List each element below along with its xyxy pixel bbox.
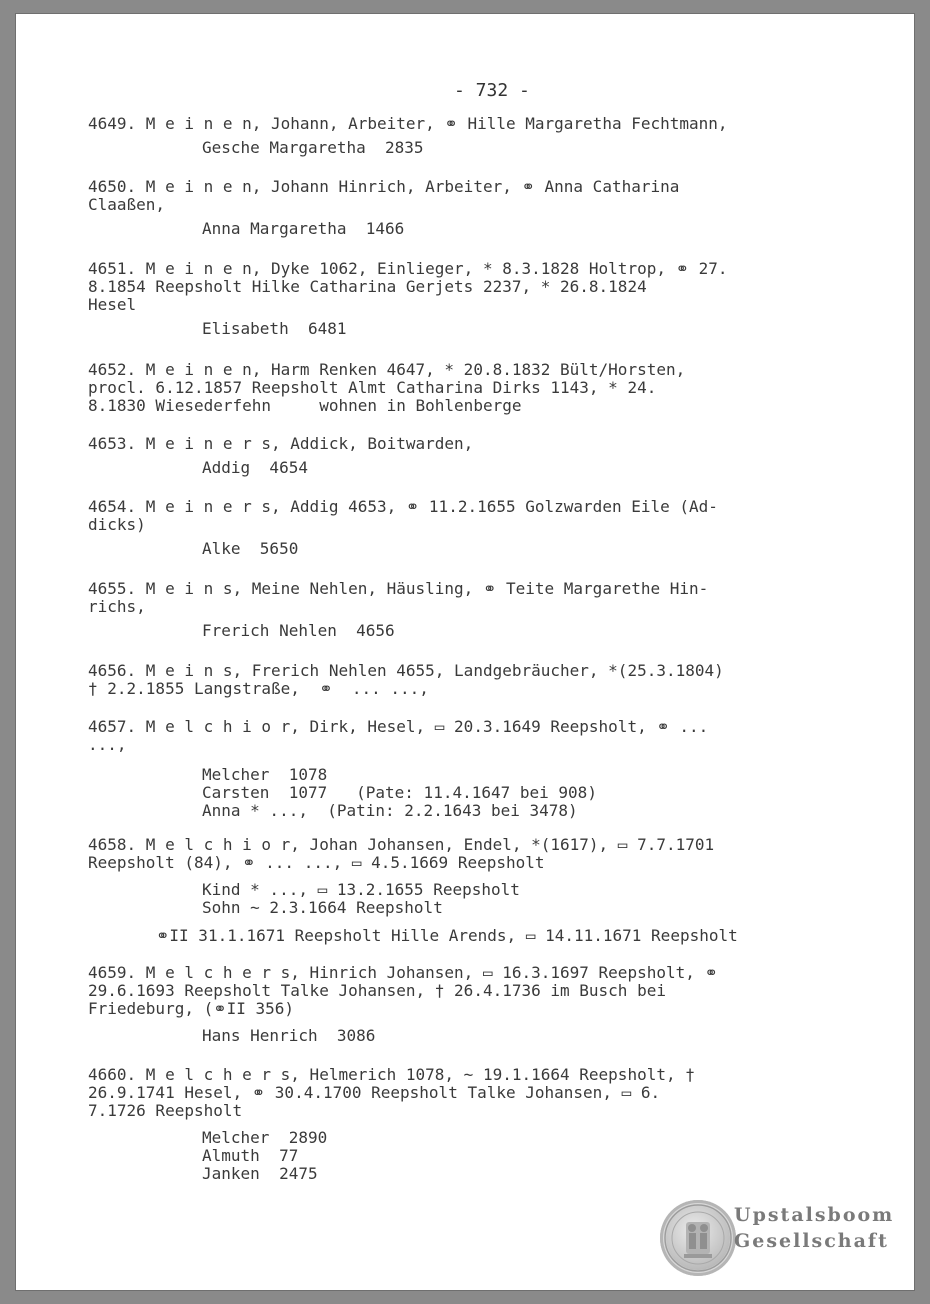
child-line: Elisabeth 6481 [202, 319, 347, 338]
entry-4656 [88, 662, 858, 698]
entry-line: 4656. M e i n s, Frerich Nehlen 4655, Landgebräucher, *(25.3.1804) [88, 661, 724, 680]
society-name-line1: Upstalsboom [734, 1204, 895, 1226]
child-line: Melcher 1078 [202, 765, 328, 784]
entry-line: 4649. M e i n e n, Johann, Arbeiter, ⚭ Hille Margaretha Fechtmann, [88, 114, 728, 133]
entry-line: 4657. M e l c h i o r, Dirk, Hesel, ▭ 20.3.1649 Reepsholt, ⚭ ... [88, 717, 709, 736]
children-list [202, 320, 914, 338]
child-line: Addig 4654 [202, 458, 308, 477]
child-line: Gesche Margaretha 2835 [202, 138, 424, 157]
entry-line: 4650. M e i n e n, Johann Hinrich, Arbeiter, ⚭ Anna Catharina [88, 177, 680, 196]
entry-4657 [88, 718, 858, 820]
entry-line: Reepsholt (84), ⚭ ... ..., ▭ 4.5.1669 Reepsholt [88, 853, 545, 872]
child-line: Frerich Nehlen 4656 [202, 621, 395, 640]
entry-line: 4659. M e l c h e r s, Hinrich Johansen, ▭ 16.3.1697 Reepsholt, ⚭ [88, 963, 718, 982]
entry-line: 26.9.1741 Hesel, ⚭ 30.4.1700 Reepsholt Talke Johansen, ▭ 6. [88, 1083, 661, 1102]
second-marriage-line: ⚭II 31.1.1671 Reepsholt Hille Arends, ▭ 14.11.1671 Reepsholt [156, 926, 738, 945]
child-line: Carsten 1077 (Pate: 11.4.1647 bei 908) [202, 783, 597, 802]
children-list [202, 220, 914, 238]
page-number: - 732 - [454, 80, 530, 101]
child-line: Hans Henrich 3086 [202, 1026, 376, 1045]
entry-line: richs, [88, 597, 146, 616]
child-line: Sohn ~ 2.3.1664 Reepsholt [202, 898, 443, 917]
entry-4649 [88, 115, 858, 157]
child-line: Alke 5650 [202, 539, 299, 558]
entry-4653 [88, 435, 858, 477]
entry-line: 4660. M e l c h e r s, Helmerich 1078, ~ 19.1.1664 Reepsholt, † [88, 1065, 695, 1084]
entry-line: 4653. M e i n e r s, Addick, Boitwarden, [88, 434, 474, 453]
document-page [16, 14, 914, 1290]
children-list [202, 881, 914, 917]
children-list [202, 459, 914, 477]
entry-line: Hesel [88, 295, 137, 314]
entry-line: Claaßen, [88, 195, 166, 214]
entry-line: ..., [88, 735, 127, 754]
entry-4658 [88, 836, 858, 945]
entry-4651 [88, 260, 858, 338]
child-line: Almuth 77 [202, 1146, 299, 1165]
entry-line: procl. 6.12.1857 Reepsholt Almt Catharina Dirks 1143, * 24. [88, 378, 657, 397]
child-line: Anna Margaretha 1466 [202, 219, 405, 238]
entry-line: 4651. M e i n e n, Dyke 1062, Einlieger, * 8.3.1828 Holtrop, ⚭ 27. [88, 259, 728, 278]
child-line: Janken 2475 [202, 1164, 318, 1183]
children-list [202, 622, 914, 640]
entry-4659 [88, 964, 858, 1045]
child-line: Melcher 2890 [202, 1128, 328, 1147]
entry-line: 4654. M e i n e r s, Addig 4653, ⚭ 11.2.1655 Golzwarden Eile (Ad- [88, 497, 718, 516]
entry-line: dicks) [88, 515, 146, 534]
entry-4660 [88, 1066, 858, 1183]
entry-line: 7.1726 Reepsholt [88, 1101, 243, 1120]
entry-line: 8.1854 Reepsholt Hilke Catharina Gerjets 2237, * 26.8.1824 [88, 277, 647, 296]
society-seal-icon [660, 1200, 736, 1276]
entry-4652 [88, 361, 858, 415]
children-list [202, 1129, 914, 1183]
entry-line: 29.6.1693 Reepsholt Talke Johansen, † 26.4.1736 im Busch bei [88, 981, 666, 1000]
entry-line: Friedeburg, (⚭II 356) [88, 999, 295, 1018]
society-name-line2: Gesellschaft [734, 1230, 889, 1252]
entry-line: 8.1830 Wiesederfehn wohnen in Bohlenberge [88, 396, 522, 415]
children-list [202, 540, 914, 558]
child-line: Anna * ..., (Patin: 2.2.1643 bei 3478) [202, 801, 578, 820]
society-logo-text [734, 1202, 894, 1254]
entry-4654 [88, 498, 858, 558]
entry-line: 4655. M e i n s, Meine Nehlen, Häusling, ⚭ Teite Margarethe Hin- [88, 579, 709, 598]
children-list [202, 139, 914, 157]
children-list [202, 766, 914, 820]
entry-line: 4652. M e i n e n, Harm Renken 4647, * 20.8.1832 Bült/Horsten, [88, 360, 686, 379]
entry-4650 [88, 178, 858, 238]
entry-line: 4658. M e l c h i o r, Johan Johansen, Endel, *(1617), ▭ 7.7.1701 [88, 835, 715, 854]
children-list [202, 1027, 914, 1045]
child-line: Kind * ..., ▭ 13.2.1655 Reepsholt [202, 880, 520, 899]
entry-4655 [88, 580, 858, 640]
entry-line: † 2.2.1855 Langstraße, ⚭ ... ..., [88, 679, 429, 698]
